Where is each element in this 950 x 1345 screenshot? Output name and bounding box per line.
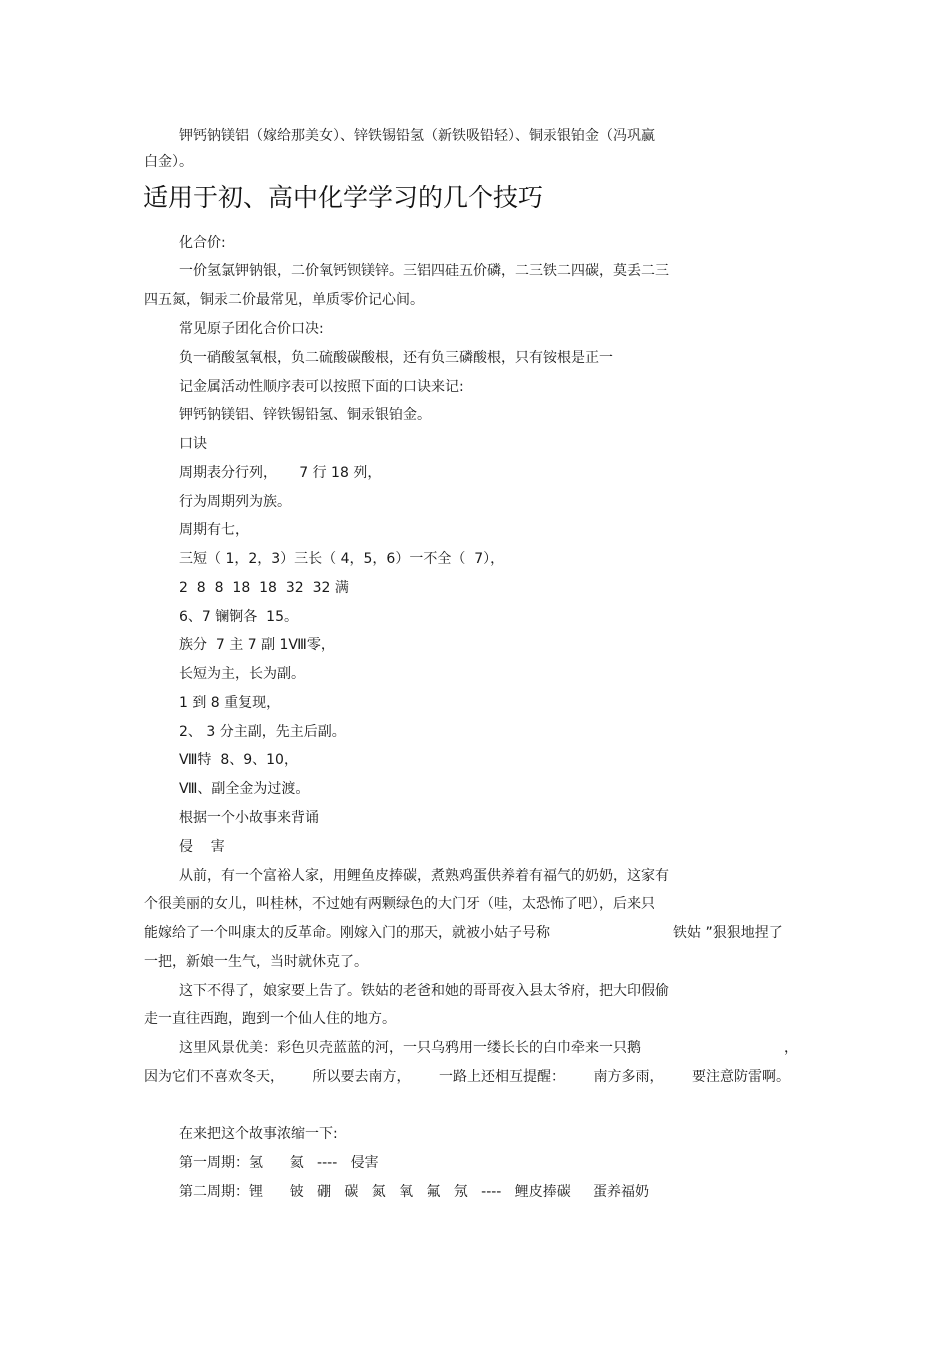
summary-period-1: 第一周期：氢 氦 ---- 侵害: [179, 1155, 379, 1171]
summary-intro: 在来把这个故事浓缩一下:: [179, 1126, 338, 1142]
periodic-line: 周期表分行列， 7 行 18 列，: [179, 465, 382, 481]
story-paragraph-1-line-3b: 铁姑 ”狠狠地捏了: [673, 925, 783, 941]
periodic-line: 三短（ 1，2，3）三长（ 4，5，6）一不全（ 7），: [179, 551, 505, 567]
story-paragraph-2-line-1: 这下不得了，娘家要上告了。铁姑的老爸和她的哥哥夜入县太爷府，把大印假偷: [179, 983, 669, 999]
story-paragraph-2-line-2: 走一直往西跑，跑到一个仙人住的地方。: [144, 1011, 396, 1027]
story-phrase: 因为它们不喜欢冬天，: [144, 1069, 284, 1085]
periodic-line: Ⅷ、副全金为过渡。: [179, 781, 310, 797]
activity-intro: 记金属活动性顺序表可以按照下面的口诀来记:: [179, 379, 464, 395]
story-subtitle: 侵 害: [179, 839, 225, 855]
valence-verse-line-2: 四五氮，铜汞二价最常见，单质零价记心间。: [144, 292, 424, 308]
story-paragraph-3-line-1b: ，: [784, 1040, 798, 1056]
valence-verse-line-1: 一价氢氯钾钠银，二价氧钙钡镁锌。三铝四硅五价磷，二三铁二四碳，莫丢二三: [179, 263, 669, 279]
valence-heading: 化合价:: [179, 235, 226, 251]
periodic-line: 长短为主，长为副。: [179, 666, 305, 682]
story-phrase: 所以要去南方，: [312, 1069, 411, 1085]
story-phrase: 南方多雨，: [593, 1069, 664, 1085]
story-paragraph-1-line-1: 从前，有一个富裕人家，用鲤鱼皮捧碳，煮熟鸡蛋供养着有福气的奶奶，这家有: [179, 868, 669, 884]
periodic-line: 2 8 8 18 18 32 32 满: [179, 580, 349, 596]
periodic-heading: 口诀: [179, 436, 207, 452]
intro-line-1: 钾钙钠镁铝（嫁给那美女）、锌铁锡铅氢（新铁吸铅轻）、铜汞银铂金（冯巩赢: [179, 128, 655, 144]
page-title: 适用于初、高中化学学习的几个技巧: [143, 183, 544, 212]
periodic-line: 族分 7 主 7 副 1Ⅷ零，: [179, 637, 335, 653]
story-paragraph-1-line-3a: 能嫁给了一个叫康太的反革命。刚嫁入门的那天，就被小姑子号称: [144, 925, 550, 941]
summary-period-2: 第二周期：锂 铍 硼 碳 氮 氧 氟 氖 ---- 鲤皮捧碳 蛋养福奶: [179, 1184, 649, 1200]
periodic-line: 行为周期列为族。: [179, 494, 291, 510]
periodic-line: 6、7 镧锕各 15。: [179, 609, 298, 625]
story-paragraph-3-line-1a: 这里风景优美：彩色贝壳蓝蓝的河，一只乌鸦用一缕长长的白巾牵来一只鹅: [179, 1040, 641, 1056]
story-paragraph-3-line-2: [144, 1067, 790, 1087]
periodic-line: 1 到 8 重复现，: [179, 695, 281, 711]
periodic-line: 周期有七，: [179, 522, 249, 538]
periodic-line: Ⅷ特 8、9、10，: [179, 752, 298, 768]
intro-line-2: 白金）。: [144, 154, 193, 170]
story-paragraph-1-line-2: 个很美丽的女儿，叫桂林，不过她有两颗绿色的大门牙（哇，太恐怖了吧），后来只: [144, 896, 655, 912]
periodic-line: 2、 3 分主副，先主后副。: [179, 724, 346, 740]
story-heading: 根据一个小故事来背诵: [179, 810, 319, 826]
radical-verse: 负一硝酸氢氧根，负二硫酸碳酸根，还有负三磷酸根，只有铵根是正一: [179, 350, 613, 366]
radical-heading: 常见原子团化合价口决:: [179, 321, 324, 337]
story-phrase: 要注意防雷啊。: [692, 1069, 790, 1085]
activity-series: 钾钙钠镁铝、锌铁锡铅氢、铜汞银铂金。: [179, 407, 431, 423]
story-paragraph-1-line-4: 一把，新娘一生气，当时就休克了。: [144, 954, 368, 970]
story-phrase: 一路上还相互提醒：: [439, 1069, 565, 1085]
